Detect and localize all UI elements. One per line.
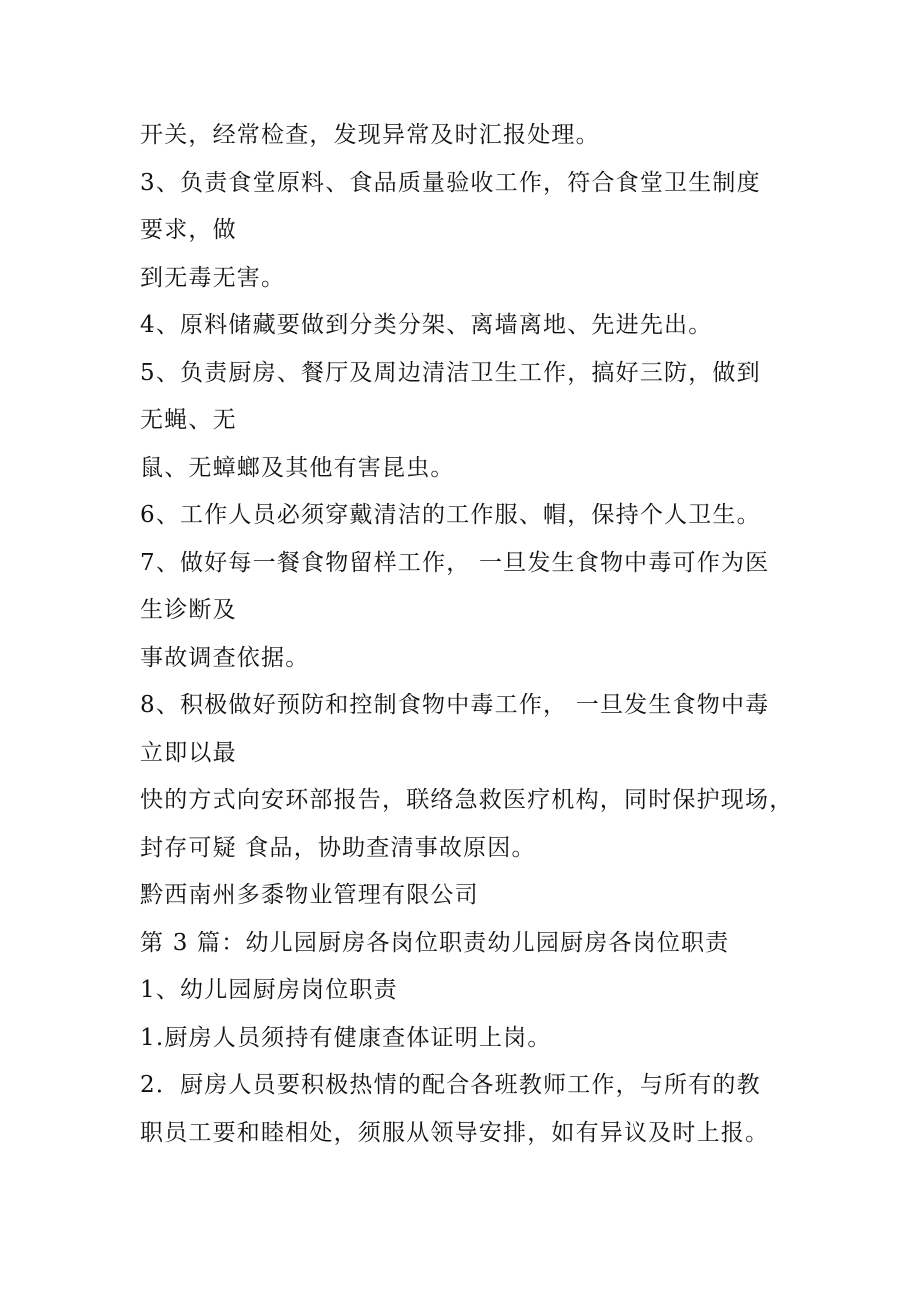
text-line: 立即以最 <box>140 739 237 766</box>
text-line: 2．厨房人员要积极热情的配合各班教师工作，与所有的教 <box>140 1072 761 1098</box>
text-line: 鼠、无蟑螂及其他有害昆虫。 <box>140 454 455 481</box>
text-line: 3、负责食堂原料、食品质量验收工作，符合食堂卫生制度 <box>140 169 761 196</box>
text-line: 7、做好每一餐食物留样工作， 一旦发生食物中毒可作为医 <box>140 549 770 576</box>
company-name: 黔西南州多黍物业管理有限公司 <box>140 882 479 908</box>
subsection-heading: 1、幼儿园厨房岗位职责 <box>140 977 398 1003</box>
text-line: 封存可疑 食品，协助查清事故原因。 <box>140 834 536 861</box>
section-heading: 第 3 篇：幼儿园厨房各岗位职责幼儿园厨房各岗位职责 <box>140 929 730 956</box>
text-line: 6、工作人员必须穿戴清洁的工作服、帽，保持个人卫生。 <box>140 502 761 528</box>
text-line: 生诊断及 <box>140 597 237 623</box>
text-line: 到无毒无害。 <box>140 264 286 291</box>
text-line: 职员工要和睦相处，须服从领导安排，如有异议及时上报。 <box>140 1119 770 1146</box>
text-line: 无蝇、无 <box>140 407 237 433</box>
document-body <box>140 112 800 1157</box>
text-line: 4、原料储藏要做到分类分架、离墙离地、先进先出。 <box>140 312 713 338</box>
text-line: 快的方式向安环部报告，联络急救医疗机构，同时保护现场， <box>140 787 794 813</box>
text-line: 8、积极做好预防和控制食物中毒工作， 一旦发生食物中毒 <box>140 692 770 718</box>
text-line: 事故调查依据。 <box>140 644 310 671</box>
text-line: 要求，做 <box>140 217 237 243</box>
text-line: 5、负责厨房、餐厅及周边清洁卫生工作，搞好三防，做到 <box>140 359 761 386</box>
text-line: 1.厨房人员须持有健康查体证明上岗。 <box>140 1024 552 1051</box>
text-line: 开关，经常检查，发现异常及时汇报处理。 <box>140 122 600 148</box>
